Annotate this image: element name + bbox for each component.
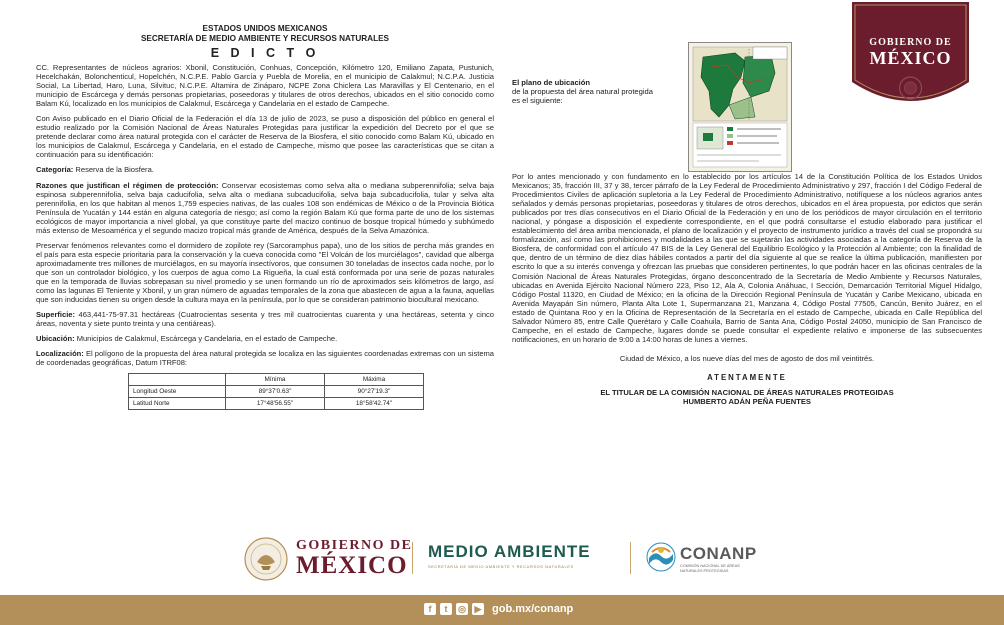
signature-block bbox=[512, 388, 982, 407]
map-caption-bold: El plano de ubicación bbox=[512, 78, 591, 87]
localization-value: El polígono de la propuesta del área natural protegida se localiza en las siguientes coordenadas extremas con un sistema de coordenadas geográficas, Datum ITRF08: bbox=[36, 349, 494, 368]
location-value: Municipios de Calakmul, Escárcega y Candelaria, en el estado de Campeche. bbox=[74, 334, 338, 344]
right-column bbox=[512, 172, 982, 407]
place-date: Ciudad de México, a los nueve días del mes de agosto de dos mil veintitrés. bbox=[619, 353, 875, 363]
cell-min: 89°37'0.63" bbox=[226, 386, 325, 398]
conanp-mark-icon bbox=[646, 542, 676, 572]
gob-line1: GOBIERNO DE bbox=[296, 538, 413, 553]
table-row bbox=[129, 386, 424, 398]
badge-line2: MÉXICO bbox=[869, 48, 952, 68]
ma-line1: MEDIO AMBIENTE bbox=[428, 542, 591, 561]
surface-label: Superficie: bbox=[36, 310, 76, 320]
bottom-bar bbox=[0, 595, 1004, 625]
gobierno-badge bbox=[852, 2, 969, 114]
facebook-icon[interactable]: f bbox=[424, 603, 436, 615]
atentamente: ATENTAMENTE bbox=[707, 372, 787, 382]
conanp-name: CONANP bbox=[680, 544, 757, 563]
column-header-min: Mínima bbox=[226, 374, 325, 386]
surface-value: 463,441-75-97.31 hectáreas (Cuatrocientas sesenta y tres mil cuatrocientas cuarenta y una hectáreas, setenta y cinco áreas, noventa y siete punto treinta y una centiáreas). bbox=[36, 310, 494, 329]
coordinates-table bbox=[128, 373, 424, 410]
category-paragraph bbox=[36, 165, 494, 174]
surface-paragraph bbox=[36, 310, 494, 328]
badge-graphic bbox=[852, 2, 969, 114]
ma-line2: SECRETARÍA DE MEDIO AMBIENTE Y RECURSOS NATURALES bbox=[428, 564, 574, 569]
category-label: Categoría: bbox=[36, 165, 74, 175]
table-row bbox=[129, 398, 424, 410]
coat-of-arms-icon bbox=[243, 536, 289, 587]
left-column bbox=[36, 24, 494, 410]
reasons-paragraph bbox=[36, 181, 494, 235]
phenomena-paragraph: Preservar fenómenos relevantes como el dormidero de zopilote rey (Sarcoramphus papa), uno de los sitios de percha más grandes en el país para esta especie prioritaria para la conservación y la cueva conocida como "El Volcán de los murciélagos", cavidad que alberga aproximadamente tres millones de murciélagos, en su mayoría insectívoros, que consumen 30 toneladas de insectos cada noche, por lo que son un controlador biológico, y los cuerpos de agua como La Rigueña, la cual está conformada por una serie de pozas naturales que en la temporada de lluvias sobrepasan su nivel promedio y se unen formando un río de aproximados seis kilómetros de largo, así como las lagunas El Teniente y Xbonil, y un gran número de aguadas temporales de la zona que abastecen de agua a la fauna, aquellas que son inducidas tienen su origen desde la cultura maya en la península, por lo que se consideran patrimonio biocultural mexicano. bbox=[36, 240, 494, 305]
social-links bbox=[424, 603, 573, 615]
map-caption-rest: de la propuesta del área natural protegida es el siguiente: bbox=[512, 87, 654, 106]
divider bbox=[412, 542, 413, 574]
row-label: Longitud Oeste bbox=[129, 386, 226, 398]
addressees-paragraph: CC. Representantes de núcleos agrarios: Xbonil, Constitución, Conhuas, Concepción, Kilómetro 120, Emiliano Zapata, Pustunich, Hecelchakán, Bolonchenticul, Hopelchén, N.C.P.E. Pablo García y Puebla de Morelia, en el municipio de Calakmul; N.C.P.A. Justicia Social, La Libertad, Haro, Luna, Silvituc, N.C.P.E. Altamira de Zináparo, NCPE Zona Chiclera Las Maravillas y El Centenario, en el municipio de Escárcega y demás personas propietarias, poseedoras y titulares de otros derechos, ubicados en el sitio conocido como Balam Kú, localizado en los municipios de Calakmul, Escárcega y Candelaria en el estado de Campeche. bbox=[36, 63, 494, 109]
cell-min: 17°48'56.55" bbox=[226, 398, 325, 410]
map-graphic bbox=[689, 43, 791, 171]
location-label: Ubicación: bbox=[36, 334, 75, 344]
signatory-title: EL TITULAR DE LA COMISIÓN NACIONAL DE ÁREAS NATURALES PROTEGIDAS bbox=[600, 387, 894, 397]
conanp-sub: COMISIÓN NACIONAL DE ÁREAS NATURALES PROTEGIDAS bbox=[680, 564, 740, 573]
youtube-icon[interactable]: ▶ bbox=[472, 603, 484, 615]
category-value: Reserva de la Biosfera. bbox=[73, 165, 154, 175]
location-map bbox=[688, 42, 792, 172]
notice-paragraph: Con Aviso publicado en el Diario Oficial de la Federación el día 13 de julio de 2023, se puso a disposición del público en general el estudio realizado por la Comisión Nacional de Áreas Naturales Protegidas para justificar la expedición del Decreto por el que se pretende declarar como área natural protegida con el carácter de Reserva de la Biosfera, el sitio conocido como Balam Kú, ubicado en los municipios de Calakmul, Escárcega y Candelaria, en el estado de Campeche, mismo que posee las características que se citan a continuación para su identificación: bbox=[36, 114, 494, 160]
website-link[interactable]: gob.mx/conanp bbox=[492, 603, 574, 615]
localization-paragraph bbox=[36, 349, 494, 367]
signatory-name: HUMBERTO ADÁN PEÑA FUENTES bbox=[683, 397, 811, 407]
row-label: Latitud Norte bbox=[129, 398, 226, 410]
header-secretaria: SECRETARÍA DE MEDIO AMBIENTE Y RECURSOS NATURALES bbox=[140, 34, 390, 43]
twitter-icon[interactable]: t bbox=[440, 603, 452, 615]
cell-max: 18°58'42.74" bbox=[325, 398, 424, 410]
column-header-max: Máxima bbox=[325, 374, 424, 386]
map-caption bbox=[512, 78, 662, 106]
reasons-value: Conservar ecosistemas como selva alta o mediana subperennifolia; selva baja espinosa subperennifolia, selva baja caducifolia, selva alta o mediana subcaducifolia, selva baja subcaducifolia, tular y selva alta perennifolia, en los que habitan al menos 1,759 especies nativas, de las cuales 108 son endémicas de México o de la Provincia Biótica Península de Yucatán y 144 están en alguna categoría de riesgo; así como la región Balam Kú que forma parte de uno de los sistemas ecológicos de mayor importancia a nivel global, ya que constituye parte del macizo continuo de bosque tropical húmedo y subhúmedo más extenso de Mesoamérica y el segundo macizo tropical más grande de América, después de la Selva Amazónica. bbox=[36, 180, 494, 235]
footer-logos bbox=[0, 528, 1004, 586]
medio-ambiente-logo bbox=[428, 542, 591, 569]
gobierno-logo-text bbox=[296, 538, 412, 578]
gob-line2: MÉXICO bbox=[296, 552, 408, 579]
table-header-row bbox=[129, 374, 424, 386]
instagram-icon[interactable]: ◎ bbox=[456, 603, 468, 615]
badge-line1: GOBIERNO DE bbox=[869, 37, 952, 48]
localization-label: Localización: bbox=[36, 349, 84, 359]
divider bbox=[630, 542, 631, 574]
reasons-label: Razones que justifican el régimen de protección: bbox=[36, 180, 219, 190]
location-paragraph bbox=[36, 334, 494, 343]
cell-max: 90°27'19.3" bbox=[325, 386, 424, 398]
document-title: E D I C T O bbox=[210, 46, 320, 60]
legal-basis-paragraph: Por lo antes mencionado y con fundamento en lo establecido por los artículos 14 de la Constitución Política de los Estados Unidos Mexicanos; 35, fracción III, 37 y 38, tercer párrafo de la Ley Federal de Procedimiento Administrativo y 297, fracción I del Código Federal de Procedimientos Civiles de aplicación supletoria a la Ley Federal de Procedimiento Administrativo, notifíquese a los núcleos agrarios antes señalados y demás personas propietarias, poseedoras y titulares de otros derechos, ubicados en el área propuesta, por edictos que serán publicados por tres días consecutivos en el Diario Oficial de la Federación y en uno de los periódicos de mayor circulación en el territorio nacional, y póngase a disposición el expediente correspondiente, en el que podrá consultarse el estudio elaborado para justificar el establecimiento del área arriba mencionada, el plano de localización y el proyecto de instrumento jurídico a través del cual se propondrá su formalización, así como las prohibiciones y modalidades a las que se sujetarán las actividades asociadas a la categoría de Reserva de la Biosfera, de conformidad con el artículo 47 BIS de la Ley General del Equilibrio Ecológico y la Protección al Ambiente; con la finalidad de que, dentro de un término de diez días hábiles contados a partir del día siguiente al que se realice la última publicación, manifiesten por escrito lo que a su interés convenga y ofrezcan las pruebas que consideren pertinentes, lo que podrán hacer en las oficinas centrales de la Comisión Nacional de Áreas Naturales Protegidas, órgano desconcentrado de la Secretaría de Medio Ambiente y Recursos Naturales, ubicadas en Avenida Ejército Nacional Número 223, Piso 12, Ala A, Colonia Anáhuac, I Sección, Demarcación Territorial Miguel Hidalgo, Código Postal 11320, en Ciudad de México; en la oficina de la Dirección Regional Península de Yucatán y Caribe Mexicano, ubicada en Avenida Mayapán Sin número, Planta Alta Lote 1, Supermanzana 21, Manzana 4, Código Postal 77505, Cancún, Benito Juárez, en el estado de Quintana Roo y en la Oficina de Representación de la Secretaría en el estado de Campeche, ubicada en Calle República del Salvador Número 85, entre Calle Querétaro y Calle Coahuila, Barrio de Santa Ana, Código Postal 24050, municipio de San Francisco de Campeche, en el estado de Campeche, lugares donde se puede consultar el expediente relativo e imponerse de las subsecuentes notificaciones, en un horario de 9:00 a 14:00 horas de lunes a viernes. bbox=[512, 172, 982, 344]
header-country: ESTADOS UNIDOS MEXICANOS bbox=[202, 24, 328, 33]
table-corner-cell bbox=[129, 374, 226, 386]
